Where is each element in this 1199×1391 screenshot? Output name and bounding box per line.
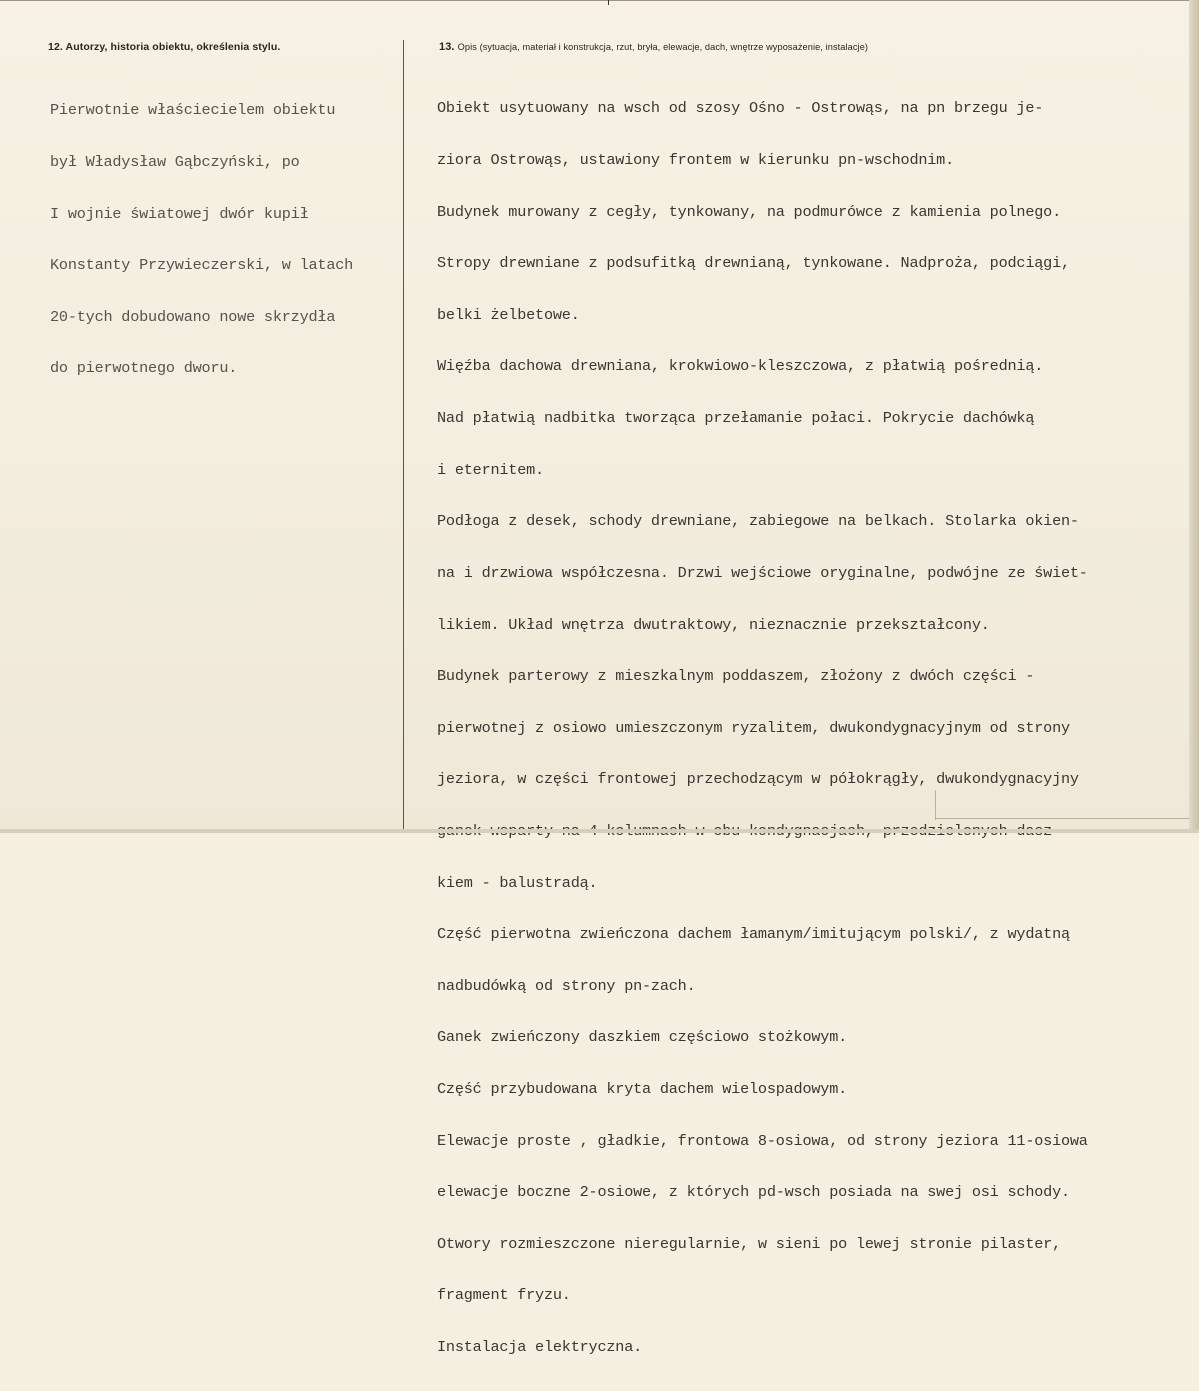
- section-12-line: był Władysław Gąbczyński, po: [50, 153, 300, 172]
- card-bottom-edge: [0, 829, 1199, 833]
- section-12-line: Konstanty Przywieczerski, w latach: [50, 256, 354, 275]
- section-12-line: 20-tych dobudowano nowe skrzydła: [50, 307, 336, 326]
- top-edge-rule: [0, 0, 1189, 1]
- card-right-edge: [1189, 0, 1199, 833]
- section-13-header: [439, 41, 868, 53]
- section-12-line: Pierwotnie właściecielem obiektu: [50, 101, 336, 120]
- section-13-line: Ganek zwieńczony daszkiem częściowo stożkowym.: [437, 1028, 848, 1047]
- section-13-line: likiem. Układ wnętrza dwutraktowy, nieznacznie przekształcony.: [437, 615, 990, 634]
- section-13-line: belki żelbetowe.: [437, 305, 580, 324]
- section-13-text: [437, 66, 1088, 1391]
- section-13-number: 13.: [439, 41, 455, 53]
- section-13-line: Część przybudowana kryta dachem wielospadowym.: [437, 1079, 848, 1098]
- section-13-line: ziora Ostrowąs, ustawiony frontem w kierunku pn-wschodnim.: [437, 151, 955, 170]
- section-12-line: I wojnie światowej dwór kupił: [50, 204, 309, 223]
- section-13-line: Stropy drewniane z podsufitką drewnianą, tynkowane. Nadproża, podciągi,: [437, 254, 1070, 273]
- section-13-line: Podłoga z desek, schody drewniane, zabiegowe na belkach. Stolarka okien-: [437, 512, 1079, 531]
- corner-fold-line: [935, 818, 1199, 819]
- section-13-line: Otwory rozmieszczone nieregularnie, w sieni po lewej stronie pilaster,: [437, 1234, 1061, 1253]
- section-13-title: Opis (sytuacja, materiał i konstrukcja, rzut, bryła, elewacje, dach, wnętrze wyposażenie, instalacje): [457, 42, 869, 52]
- section-13-line: Więźba dachowa drewniana, krokwiowo-kleszczowa, z płatwią pośrednią.: [437, 357, 1044, 376]
- section-13-line: Elewacje proste , gładkie, frontowa 8-osiowa, od strony jeziora 11-osiowa: [437, 1131, 1088, 1150]
- section-12-text: [50, 68, 353, 412]
- section-13-line: nadbudówką od strony pn-zach.: [437, 976, 696, 995]
- section-12-line: do pierwotnego dworu.: [50, 359, 238, 378]
- section-12-header: 12. Autorzy, historia obiektu, określenia stylu.: [48, 41, 281, 53]
- corner-fold-edge: [935, 790, 936, 820]
- top-tick-mark: [608, 0, 609, 5]
- section-13-line: i eternitem.: [437, 460, 544, 479]
- section-13-line: fragment fryzu.: [437, 1286, 571, 1305]
- section-13-line: kiem - balustradą.: [437, 873, 598, 892]
- section-13-line: Obiekt usytuowany na wsch od szosy Ośno - Ostrowąs, na pn brzegu je-: [437, 99, 1044, 118]
- section-13-line: na i drzwiowa współczesna. Drzwi wejściowe oryginalne, podwójne ze świet-: [437, 563, 1088, 582]
- section-13-line: Nad płatwią nadbitka tworząca przełamanie połaci. Pokrycie dachówką: [437, 409, 1035, 428]
- section-13-line: pierwotnej z osiowo umieszczonym ryzalitem, dwukondygnacyjnym od strony: [437, 718, 1070, 737]
- section-13-line: Budynek parterowy z mieszkalnym poddaszem, złożony z dwóch części -: [437, 667, 1035, 686]
- section-13-line: Instalacja elektryczna.: [437, 1338, 643, 1357]
- section-13-line: elewacje boczne 2-osiowe, z których pd-wsch posiada na swej osi schody.: [437, 1183, 1070, 1202]
- column-divider: [403, 40, 404, 833]
- section-13-line: Część pierwotna zwieńczona dachem łamanym/imitującym polski/, z wydatną: [437, 925, 1070, 944]
- section-13-line: jeziora, w części frontowej przechodzącym w półokrągły, dwukondygnacyjny: [437, 770, 1079, 789]
- section-13-line: Budynek murowany z cegły, tynkowany, na podmurówce z kamienia polnego.: [437, 202, 1061, 221]
